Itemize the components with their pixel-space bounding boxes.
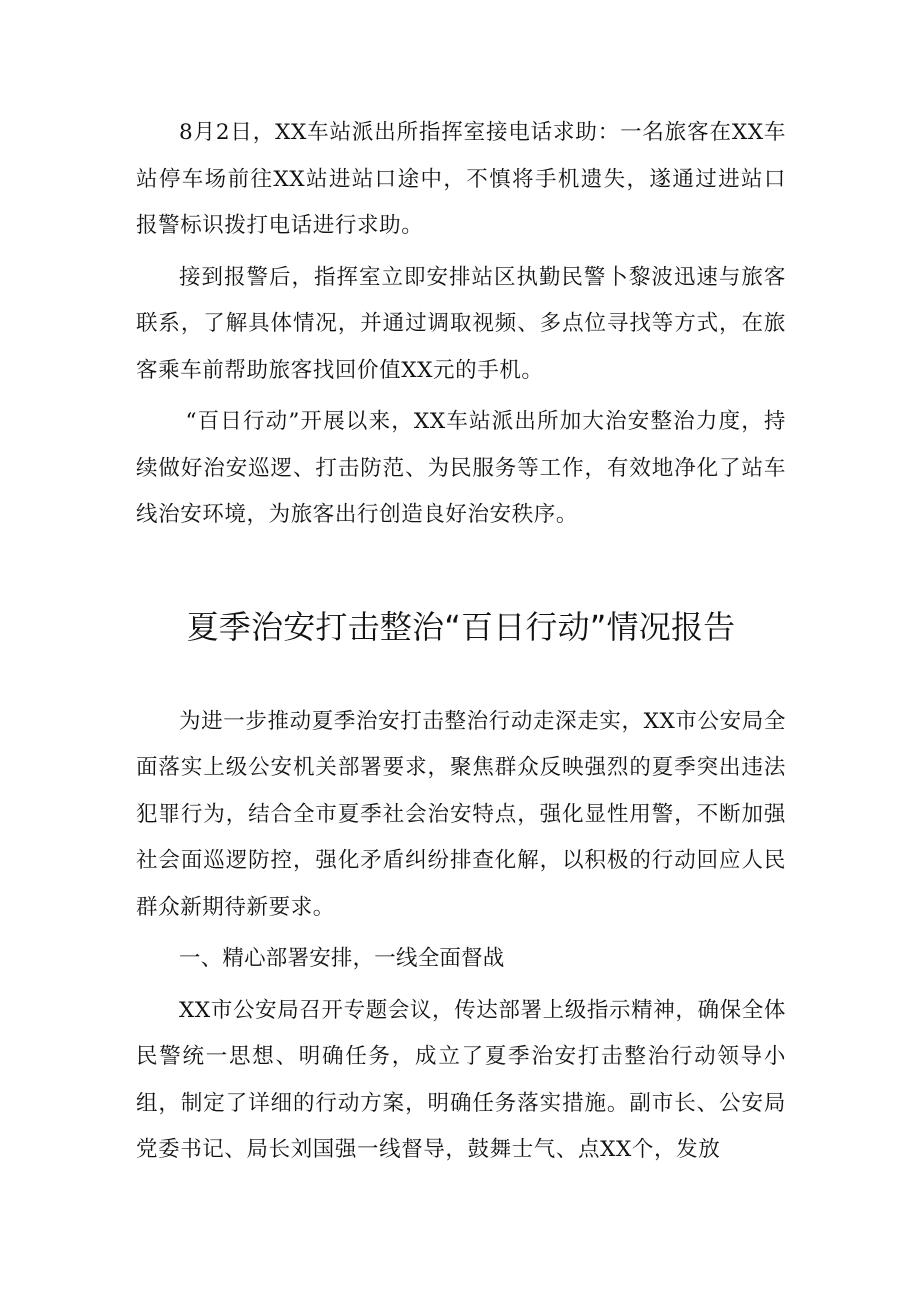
document-body <box>136 110 786 1179</box>
paragraph-hundred-day-results: “百日行动”开展以来，XX车站派出所加大治安整治力度，持续做好治安巡逻、打击防范、为民服务等工作，有效地净化了站车线治安环境，为旅客出行创造良好治安秩序。 <box>136 409 786 527</box>
paragraph-police-response: 接到报警后，指挥室立即安排站区执勤民警卜黎波迅速与旅客联系，了解具体情况，并通过调取视频、多点位寻找等方式，在旅客乘车前帮助旅客找回价值XX元的手机。 <box>136 264 786 383</box>
section-heading-deployment: 一、精心部署安排，一线全面督战 <box>179 946 505 971</box>
paragraph-lost-phone-report: 8月2日，XX车站派出所指挥室接电话求助：一名旅客在XX车站停车场前往XX站进站口途中，不慎将手机遗失，遂通过进站口报警标识拨打电话进行求助。 <box>136 120 786 238</box>
paragraph-report-intro: 为进一步推动夏季治安打击整治行动走深走实，XX市公安局全面落实上级公安机关部署要求，聚焦群众反映强烈的夏季突出违法犯罪行为，结合全市夏季社会治安特点，强化显性用警，不断加强社会面巡逻防控，强化矛盾纠纷排查化解，以积极的行动回应人民群众新期待新要求。 <box>136 708 786 920</box>
paragraph-deployment-details: XX市公安局召开专题会议，传达部署上级指示精神，确保全体民警统一思想、明确任务，成立了夏季治安打击整治行动领导小组，制定了详细的行动方案，明确任务落实措施。副市长、公安局党委书记、局长刘国强一线督导，鼓舞士气、点XX个，发放 <box>136 997 786 1162</box>
report-title: 夏季治安打击整治“百日行动”情况报告 <box>186 607 736 646</box>
